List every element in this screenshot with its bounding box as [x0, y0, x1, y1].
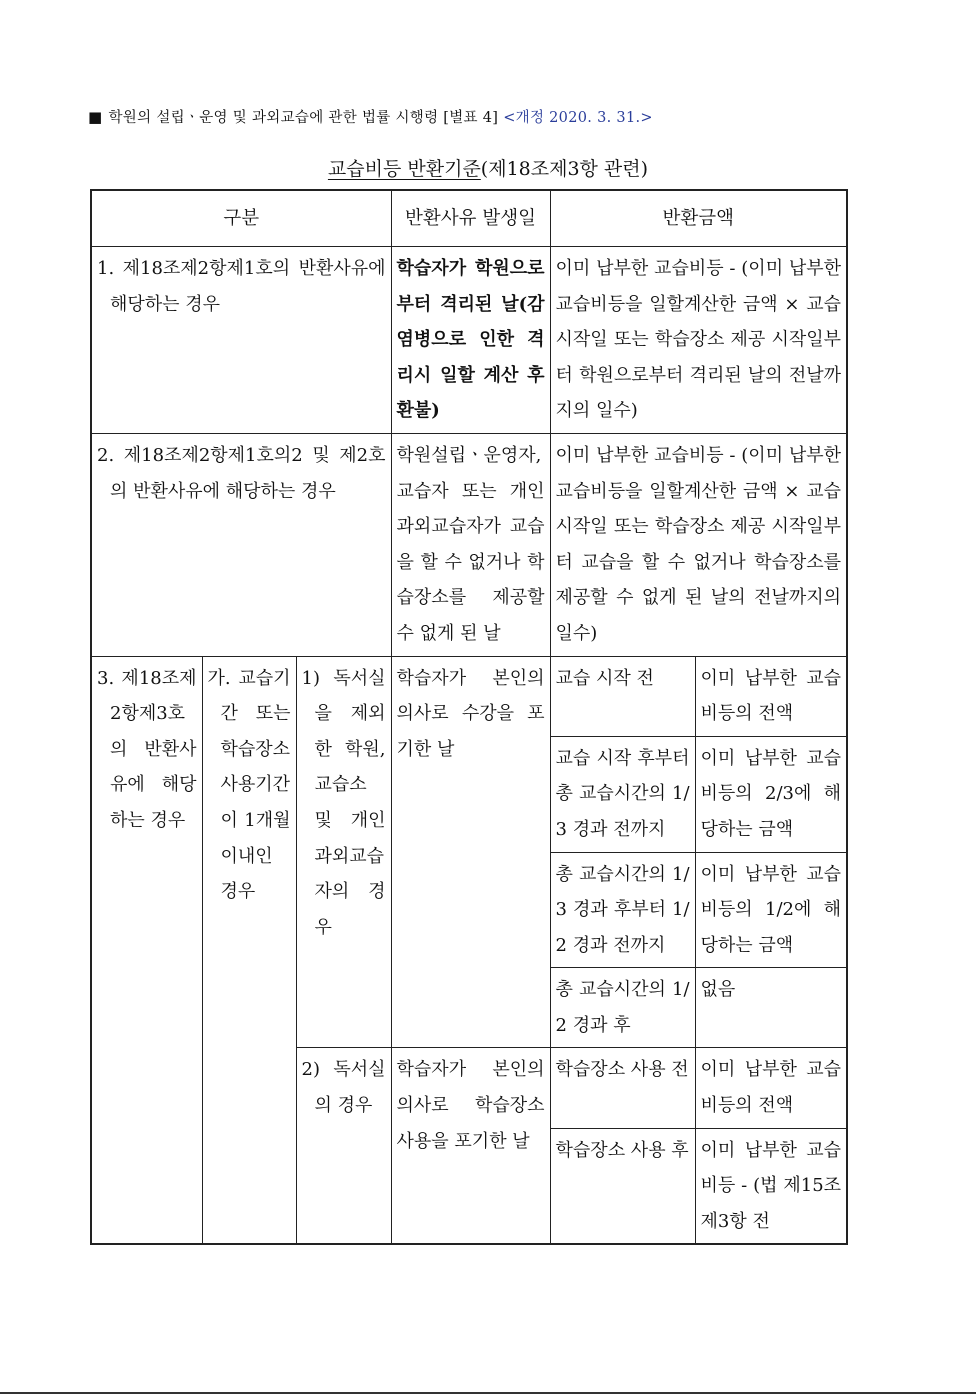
row3-sub-ga: 가. 교습기간 또는 학습장소 사용기간이 1개월 이내인 경우 — [202, 656, 296, 1244]
item1-timing: 교습 시작 전 — [550, 656, 695, 736]
item1-timing: 총 교습시간의 1/2 경과 후 — [550, 968, 695, 1048]
row3-item2: 2) 독서실의 경우 — [296, 1048, 391, 1244]
row1-reason-date: 학습자가 학원으로부터 격리된 날(감염병으로 인한 격리시 일할 계산 후 환불) — [391, 247, 550, 434]
refund-standards-table — [90, 189, 848, 1245]
document-header — [88, 106, 653, 127]
item1-amount: 없음 — [695, 968, 847, 1048]
page-bottom-divider — [0, 1392, 976, 1394]
header-text: 학원의 설립ㆍ운영 및 과외교습에 관한 법률 시행령 [별표 4] — [108, 110, 499, 126]
row3-category: 3. 제18조제2항제3호의 반환사유에 해당하는 경우 — [91, 656, 202, 1244]
table-header-row — [91, 190, 847, 247]
item2-timing: 학습장소 사용 전 — [550, 1048, 695, 1128]
header-reason-date: 반환사유 발생일 — [391, 190, 550, 247]
revision-date: <개정 2020. 3. 31.> — [503, 110, 653, 126]
item2-timing: 학습장소 사용 후 — [550, 1128, 695, 1244]
row2-category: 2. 제18조제2항제1호의2 및 제2호의 반환사유에 해당하는 경우 — [91, 433, 391, 656]
header-amount: 반환금액 — [550, 190, 847, 247]
header-category: 구분 — [91, 190, 391, 247]
page-title — [0, 154, 976, 181]
item1-timing: 교습 시작 후부터 총 교습시간의 1/3 경과 전까지 — [550, 736, 695, 852]
item1-amount: 이미 납부한 교습비등의 2/3에 해당하는 금액 — [695, 736, 847, 852]
title-sub: (제18조제3항 관련) — [480, 158, 649, 180]
item1-amount: 이미 납부한 교습비등의 전액 — [695, 656, 847, 736]
row3-item1-reason: 학습자가 본인의 의사로 수강을 포기한 날 — [391, 656, 550, 1048]
title-main: 교습비등 반환기준 — [327, 158, 481, 180]
table-row — [91, 433, 847, 656]
table-row — [91, 656, 847, 736]
row2-amount: 이미 납부한 교습비등 - (이미 납부한 교습비등을 일할계산한 금액 × 교습 시작일 또는 학습장소 제공 시작일부터 교습을 할 수 없거나 학습장소를 제공할 수 없게 된 날의 전날까지의 일수) — [550, 433, 847, 656]
item1-amount: 이미 납부한 교습비등의 1/2에 해당하는 금액 — [695, 852, 847, 968]
row1-category: 1. 제18조제2항제1호의 반환사유에 해당하는 경우 — [91, 247, 391, 434]
item1-timing: 총 교습시간의 1/3 경과 후부터 1/2 경과 전까지 — [550, 852, 695, 968]
row2-reason-date: 학원설립ㆍ운영자, 교습자 또는 개인과외교습자가 교습을 할 수 없거나 학습장소를 제공할 수 없게 된 날 — [391, 433, 550, 656]
item2-amount: 이미 납부한 교습비등 - (법 제15조제3항 전 — [695, 1128, 847, 1244]
table-row — [91, 247, 847, 434]
square-bullet-icon: ■ — [88, 108, 103, 126]
item2-amount: 이미 납부한 교습비등의 전액 — [695, 1048, 847, 1128]
row3-item2-reason: 학습자가 본인의 의사로 학습장소 사용을 포기한 날 — [391, 1048, 550, 1244]
row3-item1: 1) 독서실을 제외한 학원, 교습소 및 개인과외교습자의 경우 — [296, 656, 391, 1048]
row1-amount: 이미 납부한 교습비등 - (이미 납부한 교습비등을 일할계산한 금액 × 교습 시작일 또는 학습장소 제공 시작일부터 학원으로부터 격리된 날의 전날까지의 일수) — [550, 247, 847, 434]
